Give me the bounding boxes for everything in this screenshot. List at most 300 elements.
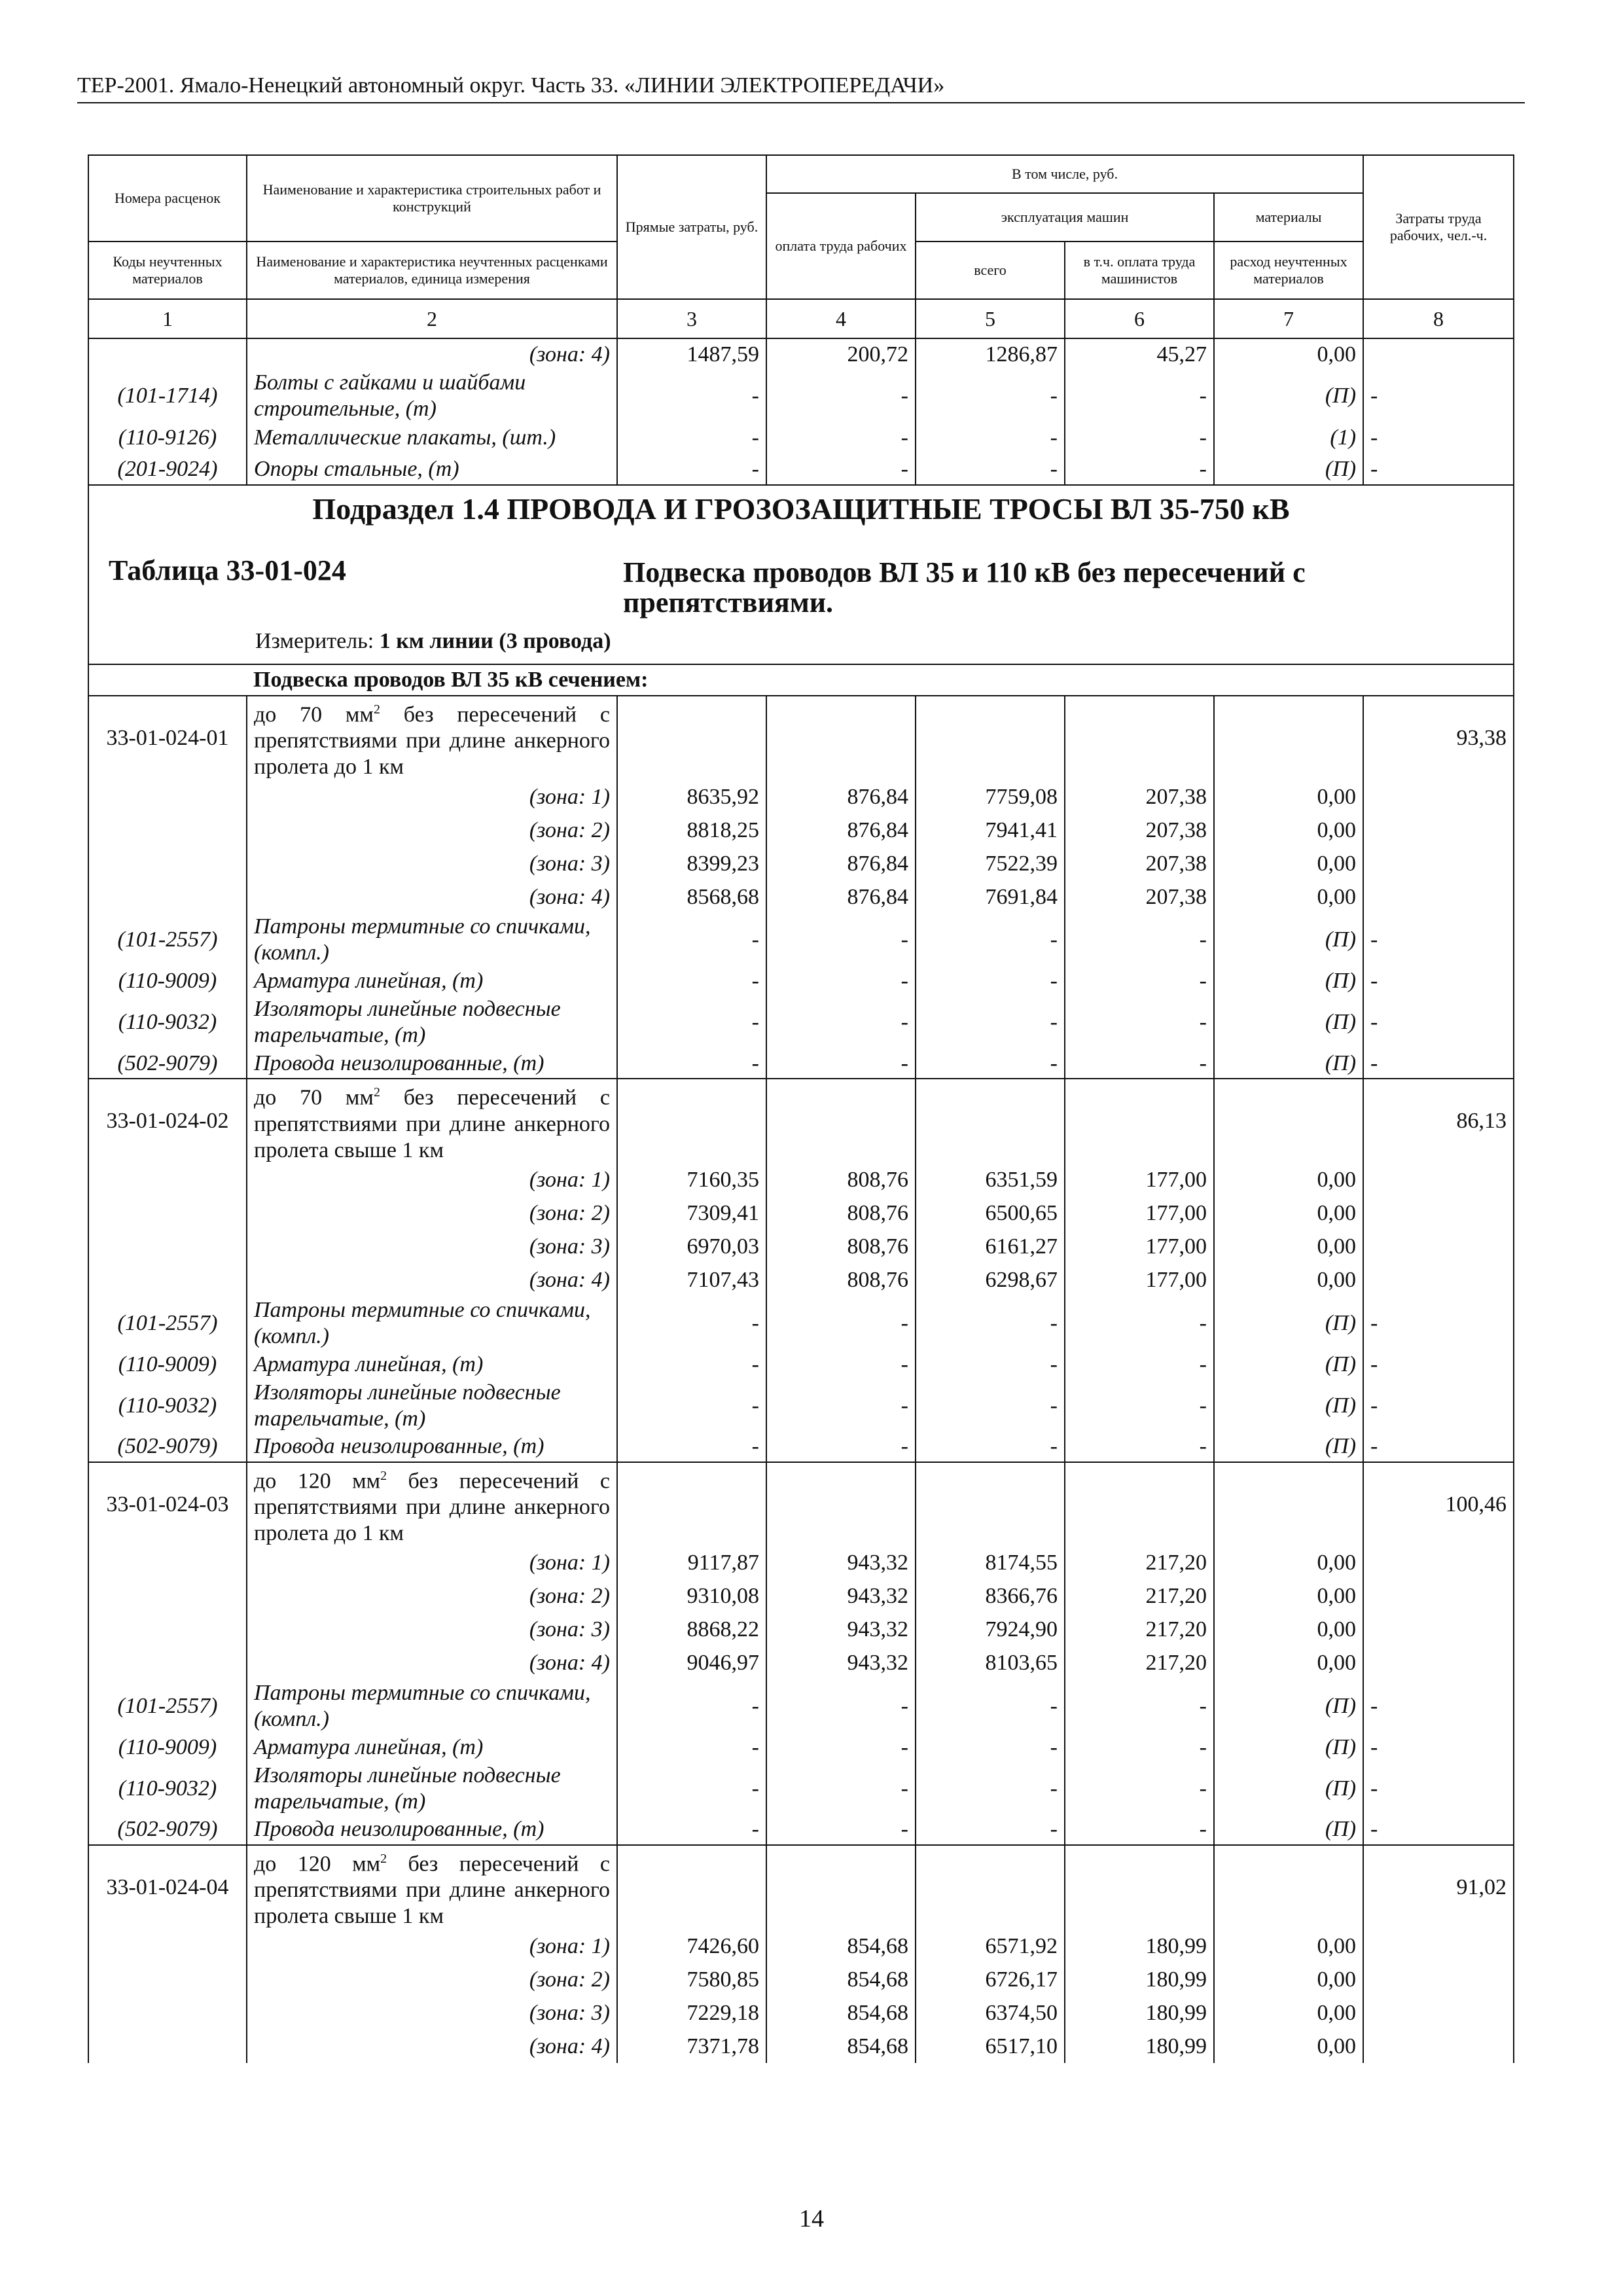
column-numbers-row	[88, 299, 1514, 338]
value-cell: 7941,41	[916, 814, 1065, 847]
value-cell: 7371,78	[617, 2030, 766, 2063]
value-cell: 7580,85	[617, 1963, 766, 1996]
material-row	[88, 1350, 1514, 1380]
zone-label: (зона: 2)	[247, 1580, 617, 1613]
empty-cell	[88, 1197, 247, 1230]
desc-text: без пересечений с препятствиями при длине анкерного пролета до 1 км	[254, 702, 610, 780]
labor-cell: -	[1363, 1350, 1514, 1380]
empty-cell	[1363, 1963, 1514, 1996]
material-name: Арматура линейная, (т)	[247, 966, 617, 996]
material-name: Патроны термитные со спичками, (компл.)	[247, 914, 617, 966]
page-header: ТЕР-2001. Ямало-Ненецкий автономный округ. Часть 33. «ЛИНИИ ЭЛЕКТРОПЕРЕДАЧИ»	[77, 73, 1525, 103]
value-cell: 6161,27	[916, 1230, 1065, 1264]
zone-row	[88, 1647, 1514, 1680]
value-cell: 180,99	[1065, 1996, 1214, 2030]
material-row	[88, 1297, 1514, 1350]
value-cell: -	[766, 1297, 916, 1350]
value-cell: -	[916, 966, 1065, 996]
value-cell	[617, 1845, 766, 1929]
value-cell: -	[766, 1732, 916, 1763]
material-code: (110-9032)	[88, 996, 247, 1049]
labor-cell: -	[1363, 1732, 1514, 1763]
value-cell: -	[916, 454, 1065, 485]
value-cell: 8366,76	[916, 1580, 1065, 1613]
material-row	[88, 996, 1514, 1049]
value-cell: -	[1065, 966, 1214, 996]
section-title: Подраздел 1.4 ПРОВОДА И ГРОЗОЗАЩИТНЫЕ ТРОСЫ ВЛ 35-750 кВ	[312, 492, 1290, 526]
value-cell: (П)	[1214, 1380, 1363, 1432]
value-cell: -	[617, 996, 766, 1049]
value-cell: 180,99	[1065, 1963, 1214, 1996]
value-cell	[1065, 696, 1214, 780]
col-header-machines: эксплуатация машин	[916, 193, 1214, 242]
zone-row	[88, 1230, 1514, 1264]
value-cell: 808,76	[766, 1197, 916, 1230]
empty-cell	[88, 814, 247, 847]
value-cell: 876,84	[766, 847, 916, 880]
value-cell: (П)	[1214, 1297, 1363, 1350]
value-cell: (П)	[1214, 1432, 1363, 1462]
value-cell: 7160,35	[617, 1164, 766, 1197]
labor-cell	[1363, 338, 1514, 370]
desc-superscript: 2	[380, 1468, 387, 1483]
value-cell: 7426,60	[617, 1929, 766, 1963]
labor-cell: -	[1363, 914, 1514, 966]
value-cell	[916, 696, 1065, 780]
rate-description	[247, 696, 617, 780]
value-cell	[1065, 1079, 1214, 1163]
empty-cell	[1363, 1996, 1514, 2030]
empty-cell	[1363, 1547, 1514, 1580]
empty-cell	[88, 1164, 247, 1197]
value-cell: -	[916, 996, 1065, 1049]
col-num: 8	[1363, 299, 1514, 338]
col-num: 5	[916, 299, 1065, 338]
labor-cell: -	[1363, 1432, 1514, 1462]
value-cell: -	[1065, 1680, 1214, 1732]
col-header-machinist-wages: в т.ч. оплата труда машинистов	[1065, 242, 1214, 299]
value-cell	[916, 1079, 1065, 1163]
value-cell: (П)	[1214, 1680, 1363, 1732]
value-cell: 808,76	[766, 1164, 916, 1197]
value-cell: 7229,18	[617, 1996, 766, 2030]
value-cell: -	[1065, 1049, 1214, 1079]
material-code: (110-9009)	[88, 966, 247, 996]
value-cell: -	[766, 914, 916, 966]
zone-row	[88, 2030, 1514, 2063]
zone-label: (зона: 1)	[247, 780, 617, 814]
empty-cell	[88, 1647, 247, 1680]
zone-label: (зона: 3)	[247, 1230, 617, 1264]
value-cell: -	[1065, 1763, 1214, 1815]
value-cell: -	[1065, 1732, 1214, 1763]
col-num: 3	[617, 299, 766, 338]
empty-cell	[1363, 1647, 1514, 1680]
col-header-labor: Затраты труда рабочих, чел.-ч.	[1363, 155, 1514, 299]
rate-row	[88, 1462, 1514, 1547]
value-cell: -	[916, 1815, 1065, 1845]
value-cell: 9310,08	[617, 1580, 766, 1613]
material-row	[88, 1380, 1514, 1432]
value-cell: 7107,43	[617, 1264, 766, 1297]
value-cell	[766, 1845, 916, 1929]
value-cell: 7691,84	[916, 880, 1065, 914]
value-cell: (П)	[1214, 1049, 1363, 1079]
value-cell	[1214, 1079, 1363, 1163]
rate-code: 33-01-024-02	[88, 1079, 247, 1163]
labor-value: 93,38	[1363, 696, 1514, 780]
value-cell: 217,20	[1065, 1580, 1214, 1613]
material-code: (502-9079)	[88, 1815, 247, 1845]
desc-superscript: 2	[380, 1851, 387, 1866]
empty-cell	[1363, 814, 1514, 847]
value-cell: -	[617, 1432, 766, 1462]
material-row	[88, 422, 1514, 454]
rate-code: 33-01-024-04	[88, 1845, 247, 1929]
col-num: 6	[1065, 299, 1214, 338]
value-cell: -	[617, 1732, 766, 1763]
section-heading-cell	[88, 485, 1514, 664]
value-cell	[617, 1462, 766, 1547]
labor-value: 91,02	[1363, 1845, 1514, 1929]
labor-cell: -	[1363, 422, 1514, 454]
material-row	[88, 914, 1514, 966]
value-cell: 7309,41	[617, 1197, 766, 1230]
value-cell: 207,38	[1065, 814, 1214, 847]
value-cell: 0,00	[1214, 847, 1363, 880]
rate-row	[88, 1079, 1514, 1163]
top-rows	[88, 338, 1514, 485]
value-cell: -	[617, 914, 766, 966]
value-cell: 1487,59	[617, 338, 766, 370]
material-name: Болты с гайками и шайбами строительные, (т)	[247, 370, 617, 422]
desc-text: без пересечений с препятствиями при длине анкерного пролета свыше 1 км	[254, 1852, 610, 1929]
value-cell: 6351,59	[916, 1164, 1065, 1197]
material-name: Патроны термитные со спичками, (компл.)	[247, 1297, 617, 1350]
value-cell: 6970,03	[617, 1230, 766, 1264]
page-number: 14	[799, 2205, 824, 2233]
material-code: (502-9079)	[88, 1432, 247, 1462]
value-cell: -	[1065, 454, 1214, 485]
col-num: 1	[88, 299, 247, 338]
empty-cell	[1363, 847, 1514, 880]
material-row	[88, 1680, 1514, 1732]
material-code: (101-2557)	[88, 1680, 247, 1732]
material-code: (101-2557)	[88, 1297, 247, 1350]
value-cell: 8103,65	[916, 1647, 1065, 1680]
zone-row	[88, 1580, 1514, 1613]
value-cell: (П)	[1214, 966, 1363, 996]
value-cell: 177,00	[1065, 1164, 1214, 1197]
value-cell: -	[766, 1432, 916, 1462]
value-cell: 7924,90	[916, 1613, 1065, 1647]
value-cell: -	[916, 1049, 1065, 1079]
empty-cell	[1363, 1929, 1514, 1963]
table-header	[88, 155, 1514, 338]
value-cell: 808,76	[766, 1230, 916, 1264]
material-name: Провода неизолированные, (т)	[247, 1432, 617, 1462]
rate-code: 33-01-024-03	[88, 1462, 247, 1547]
value-cell: 0,00	[1214, 880, 1363, 914]
value-cell: 854,68	[766, 1996, 916, 2030]
value-cell: 0,00	[1214, 1580, 1363, 1613]
zone-label: (зона: 3)	[247, 1613, 617, 1647]
value-cell: 854,68	[766, 1963, 916, 1996]
material-code: (110-9009)	[88, 1350, 247, 1380]
zone-label: (зона: 3)	[247, 847, 617, 880]
value-cell: -	[617, 1297, 766, 1350]
value-cell: 8399,23	[617, 847, 766, 880]
value-cell: 7759,08	[916, 780, 1065, 814]
material-name: Изоляторы линейные подвесные тарельчатые, (т)	[247, 1763, 617, 1815]
value-cell: 6500,65	[916, 1197, 1065, 1230]
value-cell: -	[1065, 996, 1214, 1049]
value-cell: -	[617, 454, 766, 485]
items-body	[88, 696, 1514, 2063]
value-cell: 7522,39	[916, 847, 1065, 880]
value-cell: (П)	[1214, 996, 1363, 1049]
col-header-mat-codes: Коды неучтенных материалов	[88, 242, 247, 299]
col-header-mat-usage: расход неучтенных материалов	[1214, 242, 1363, 299]
value-cell: 0,00	[1214, 1230, 1363, 1264]
value-cell: 0,00	[1214, 1264, 1363, 1297]
value-cell: 0,00	[1214, 1164, 1363, 1197]
material-code: (110-9009)	[88, 1732, 247, 1763]
value-cell: 180,99	[1065, 2030, 1214, 2063]
material-row	[88, 1049, 1514, 1079]
zone-label: (зона: 1)	[247, 1547, 617, 1580]
material-name: Провода неизолированные, (т)	[247, 1049, 617, 1079]
desc-text: без пересечений с препятствиями при длине анкерного пролета до 1 км	[254, 1468, 610, 1545]
value-cell: -	[1065, 1432, 1214, 1462]
col-header-materials: материалы	[1214, 193, 1363, 242]
zone-row	[88, 1164, 1514, 1197]
value-cell: 8174,55	[916, 1547, 1065, 1580]
empty-cell	[1363, 780, 1514, 814]
value-cell: 0,00	[1214, 1647, 1363, 1680]
material-code: (110-9032)	[88, 1763, 247, 1815]
value-cell: 0,00	[1214, 1197, 1363, 1230]
empty-cell	[88, 1613, 247, 1647]
value-cell: -	[766, 1763, 916, 1815]
value-cell: -	[1065, 1350, 1214, 1380]
value-cell: 876,84	[766, 880, 916, 914]
value-cell: 177,00	[1065, 1197, 1214, 1230]
value-cell: 217,20	[1065, 1647, 1214, 1680]
empty-cell	[88, 1264, 247, 1297]
zone-row	[88, 1264, 1514, 1297]
value-cell: 6726,17	[916, 1963, 1065, 1996]
price-table	[88, 154, 1514, 2063]
value-cell: (П)	[1214, 370, 1363, 422]
desc-text: до 70 мм	[254, 1085, 374, 1110]
empty-cell	[1363, 880, 1514, 914]
rate-description	[247, 1079, 617, 1163]
zone-row	[88, 847, 1514, 880]
value-cell: 177,00	[1065, 1264, 1214, 1297]
zone-row	[88, 780, 1514, 814]
empty-cell	[88, 1996, 247, 2030]
zone-row	[88, 338, 1514, 370]
value-cell	[617, 696, 766, 780]
value-cell: 177,00	[1065, 1230, 1214, 1264]
value-cell: 0,00	[1214, 780, 1363, 814]
value-cell: -	[617, 1049, 766, 1079]
rate-row	[88, 1845, 1514, 1929]
desc-text: до 120 мм	[254, 1852, 381, 1876]
value-cell	[1214, 1845, 1363, 1929]
col-header-name: Наименование и характеристика строительных работ и конструкций	[247, 155, 617, 242]
measure-label: Измеритель:	[255, 629, 374, 653]
value-cell: 1286,87	[916, 338, 1065, 370]
value-cell: 876,84	[766, 814, 916, 847]
material-code: (502-9079)	[88, 1049, 247, 1079]
empty-cell	[1363, 1580, 1514, 1613]
zone-row	[88, 814, 1514, 847]
measure-value: 1 км линии (3 провода)	[379, 629, 611, 653]
col-header-mat-names: Наименование и характеристика неучтенных расценками материалов, единица измерения	[247, 242, 617, 299]
rate-description	[247, 1462, 617, 1547]
material-row	[88, 370, 1514, 422]
labor-cell: -	[1363, 370, 1514, 422]
zone-label: (зона: 4)	[247, 880, 617, 914]
empty-cell	[88, 2030, 247, 2063]
value-cell	[617, 1079, 766, 1163]
material-name: Изоляторы линейные подвесные тарельчатые, (т)	[247, 1380, 617, 1432]
section-block	[88, 485, 1514, 696]
value-cell: -	[916, 1763, 1065, 1815]
zone-label: (зона: 4)	[247, 1264, 617, 1297]
empty-cell	[88, 780, 247, 814]
desc-superscript: 2	[373, 1085, 380, 1100]
value-cell: 207,38	[1065, 847, 1214, 880]
labor-cell: -	[1363, 1049, 1514, 1079]
material-code: (101-2557)	[88, 914, 247, 966]
value-cell	[1065, 1845, 1214, 1929]
empty-cell	[1363, 1264, 1514, 1297]
value-cell: 6517,10	[916, 2030, 1065, 2063]
empty-cell	[88, 880, 247, 914]
value-cell: -	[617, 422, 766, 454]
value-cell: -	[916, 422, 1065, 454]
labor-cell: -	[1363, 996, 1514, 1049]
col-header-machines-total: всего	[916, 242, 1065, 299]
table-title: Подвеска проводов ВЛ 35 и 110 кВ без пересечений с препятствиями.	[623, 556, 1306, 619]
value-cell: -	[766, 422, 916, 454]
labor-cell: -	[1363, 1680, 1514, 1732]
value-cell: -	[916, 1297, 1065, 1350]
table-number: Таблица 33-01-024	[109, 554, 346, 586]
price-table-wrap	[88, 154, 1513, 2063]
labor-value: 100,46	[1363, 1462, 1514, 1547]
value-cell: 8568,68	[617, 880, 766, 914]
empty-cell	[88, 1230, 247, 1264]
labor-cell: -	[1363, 1297, 1514, 1350]
value-cell: -	[766, 1350, 916, 1380]
subsection-heading: Подвеска проводов ВЛ 35 кВ сечением:	[247, 664, 1514, 696]
material-row	[88, 1763, 1514, 1815]
material-name: Провода неизолированные, (т)	[247, 1815, 617, 1845]
zone-label: (зона: 4)	[247, 1647, 617, 1680]
zone-label: (зона: 2)	[247, 1197, 617, 1230]
value-cell: -	[766, 1380, 916, 1432]
value-cell: (П)	[1214, 1732, 1363, 1763]
value-cell: 9117,87	[617, 1547, 766, 1580]
value-cell: 0,00	[1214, 338, 1363, 370]
empty-cell	[88, 1580, 247, 1613]
col-num: 2	[247, 299, 617, 338]
col-num: 7	[1214, 299, 1363, 338]
zone-row	[88, 1929, 1514, 1963]
value-cell: -	[766, 966, 916, 996]
zone-label: (зона: 1)	[247, 1164, 617, 1197]
value-cell: 808,76	[766, 1264, 916, 1297]
zone-label: (зона: 2)	[247, 814, 617, 847]
value-cell: 0,00	[1214, 1613, 1363, 1647]
zone-label: (зона: 4)	[247, 2030, 617, 2063]
desc-text: до 70 мм	[254, 702, 374, 727]
desc-text: до 120 мм	[254, 1468, 381, 1493]
material-row	[88, 1732, 1514, 1763]
value-cell: (1)	[1214, 422, 1363, 454]
material-row	[88, 1432, 1514, 1462]
material-name: Изоляторы линейные подвесные тарельчатые, (т)	[247, 996, 617, 1049]
value-cell: 943,32	[766, 1613, 916, 1647]
value-cell	[766, 696, 916, 780]
labor-cell: -	[1363, 1763, 1514, 1815]
value-cell: 0,00	[1214, 2030, 1363, 2063]
empty-cell	[1363, 1613, 1514, 1647]
value-cell: 180,99	[1065, 1929, 1214, 1963]
value-cell: -	[617, 370, 766, 422]
zone-label: (зона: 3)	[247, 1996, 617, 2030]
value-cell: -	[617, 1350, 766, 1380]
material-row	[88, 454, 1514, 485]
value-cell: -	[766, 1815, 916, 1845]
empty-cell	[88, 1963, 247, 1996]
value-cell: -	[1065, 1297, 1214, 1350]
zone-row	[88, 1547, 1514, 1580]
value-cell: 207,38	[1065, 880, 1214, 914]
value-cell: 207,38	[1065, 780, 1214, 814]
value-cell: -	[617, 1680, 766, 1732]
labor-cell: -	[1363, 966, 1514, 996]
material-name: Опоры стальные, (т)	[247, 454, 617, 485]
material-row	[88, 1815, 1514, 1845]
value-cell: -	[916, 1680, 1065, 1732]
empty-cell	[88, 847, 247, 880]
zone-row	[88, 880, 1514, 914]
empty-cell	[88, 1929, 247, 1963]
labor-cell: -	[1363, 454, 1514, 485]
value-cell: -	[916, 370, 1065, 422]
rate-row	[88, 696, 1514, 780]
value-cell: -	[766, 370, 916, 422]
col-header-incl: В том числе, руб.	[766, 155, 1363, 193]
labor-value: 86,13	[1363, 1079, 1514, 1163]
value-cell	[916, 1845, 1065, 1929]
value-cell: 943,32	[766, 1647, 916, 1680]
value-cell: -	[1065, 370, 1214, 422]
empty-cell	[1363, 1197, 1514, 1230]
zone-label: (зона: 4)	[247, 338, 617, 370]
value-cell: 943,32	[766, 1547, 916, 1580]
value-cell: -	[766, 1049, 916, 1079]
zone-row	[88, 1963, 1514, 1996]
value-cell: 0,00	[1214, 814, 1363, 847]
value-cell	[916, 1462, 1065, 1547]
value-cell	[1065, 1462, 1214, 1547]
